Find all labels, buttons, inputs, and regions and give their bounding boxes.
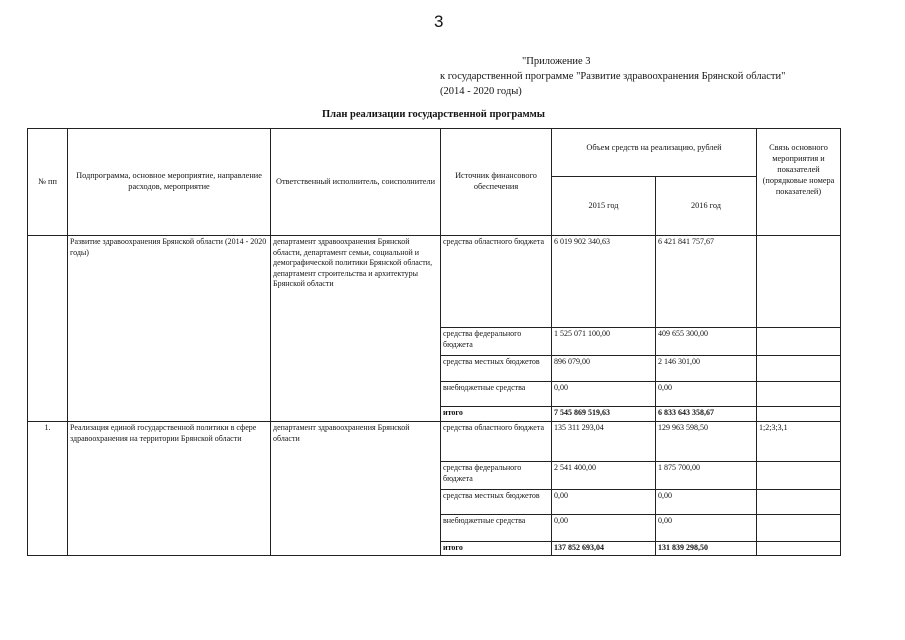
- page-number: 3: [434, 12, 444, 31]
- row-source: средства федерального бюджета: [441, 462, 552, 490]
- table-row: [28, 236, 841, 328]
- row-value-2015: 1 525 071 100,00: [552, 328, 656, 356]
- row-value-2016: 0,00: [656, 515, 757, 542]
- row-source: внебюджетные средства: [441, 382, 552, 407]
- row-value-2015: 135 311 293,04: [552, 422, 656, 462]
- row-executor: департамент здравоохранения Брянской области, департамент семьи, социальной и демографической политики Брянской области, департамент строительства и архитектуры Брянской области: [271, 236, 441, 422]
- row-source: средства областного бюджета: [441, 422, 552, 462]
- row-link: [757, 236, 841, 328]
- row-value-2016: 0,00: [656, 382, 757, 407]
- appendix-line-3: (2014 - 2020 годы): [440, 86, 522, 97]
- header-2015: 2015 год: [552, 177, 656, 236]
- row-link: [757, 462, 841, 490]
- appendix-line-2: к государственной программе "Развитие здравоохранения Брянской области": [440, 71, 786, 82]
- plan-table: [27, 128, 841, 556]
- appendix-line-1: "Приложение 3: [522, 56, 591, 67]
- row-source: средства местных бюджетов: [441, 356, 552, 382]
- row-value-2015: 896 079,00: [552, 356, 656, 382]
- row-value-2015: 7 545 869 519,63: [552, 407, 656, 422]
- row-value-2016: 409 655 300,00: [656, 328, 757, 356]
- header-source: Источник финансового обеспечения: [441, 129, 552, 236]
- header-link: Связь основного мероприятия и показателей (порядковые номера показателей): [757, 129, 841, 236]
- row-link: [757, 542, 841, 556]
- row-executor: департамент здравоохранения Брянской области: [271, 422, 441, 556]
- header-2016: 2016 год: [656, 177, 757, 236]
- row-source: внебюджетные средства: [441, 515, 552, 542]
- row-link: [757, 328, 841, 356]
- row-link: [757, 515, 841, 542]
- row-source: итого: [441, 407, 552, 422]
- header-volume: Объем средств на реализацию, рублей: [552, 129, 757, 177]
- row-value-2015: 0,00: [552, 490, 656, 515]
- row-value-2016: 0,00: [656, 490, 757, 515]
- row-value-2015: 0,00: [552, 515, 656, 542]
- row-value-2016: 6 421 841 757,67: [656, 236, 757, 328]
- row-value-2015: 137 852 693,04: [552, 542, 656, 556]
- row-source: средства областного бюджета: [441, 236, 552, 328]
- row-source: средства местных бюджетов: [441, 490, 552, 515]
- row-value-2016: 6 833 643 358,67: [656, 407, 757, 422]
- header-program: Подпрограмма, основное мероприятие, направление расходов, мероприятие: [68, 129, 271, 236]
- header-num: № пп: [28, 129, 68, 236]
- row-program: Реализация единой государственной политики в сфере здравоохранения на территории Брянской области: [68, 422, 271, 556]
- row-program: Развитие здравоохранения Брянской области (2014 - 2020 годы): [68, 236, 271, 422]
- row-link: [757, 356, 841, 382]
- row-source: итого: [441, 542, 552, 556]
- table-row: [28, 422, 841, 462]
- row-source: средства федерального бюджета: [441, 328, 552, 356]
- row-link: [757, 490, 841, 515]
- document-title: План реализации государственной программы: [322, 109, 545, 120]
- row-value-2016: 2 146 301,00: [656, 356, 757, 382]
- row-value-2015: 2 541 400,00: [552, 462, 656, 490]
- header-executor: Ответственный исполнитель, соисполнители: [271, 129, 441, 236]
- row-number: [28, 236, 68, 422]
- row-value-2015: 0,00: [552, 382, 656, 407]
- row-value-2015: 6 019 902 340,63: [552, 236, 656, 328]
- row-link: [757, 382, 841, 407]
- row-value-2016: 129 963 598,50: [656, 422, 757, 462]
- row-number: 1.: [28, 422, 68, 556]
- row-link: 1;2;3;3,1: [757, 422, 841, 462]
- row-value-2016: 1 875 700,00: [656, 462, 757, 490]
- row-value-2016: 131 839 298,50: [656, 542, 757, 556]
- row-link: [757, 407, 841, 422]
